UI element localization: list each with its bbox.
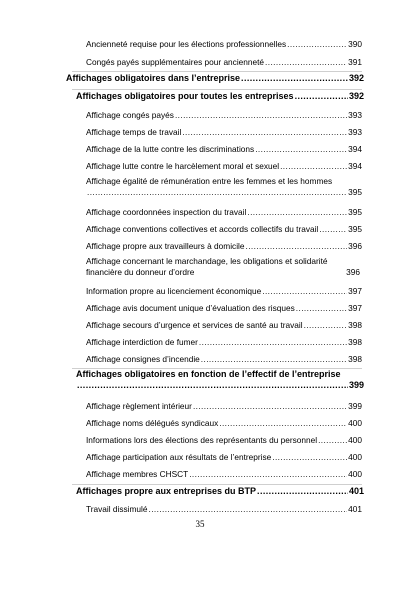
toc-entry-label: Affichages obligatoires en fonction de l’effectif de l’entreprise: [76, 369, 341, 379]
toc-leader-dots: [304, 320, 348, 330]
toc-entry-page: 400: [348, 418, 362, 428]
toc-entry-label: Congés payés supplémentaires pour ancienneté: [86, 57, 265, 67]
toc-entry-label: Affichages obligatoires dans l’entreprise: [66, 73, 241, 83]
toc-entry: [86, 110, 362, 120]
toc-leader-dots: [262, 286, 347, 296]
toc-entry-label: Affichages propre aux entreprises du BTP: [76, 486, 257, 496]
toc-entry-page: 395: [348, 207, 362, 217]
toc-leader-dots: [193, 401, 347, 411]
toc-entry: [86, 57, 362, 67]
toc-entry-page: 400: [348, 452, 362, 462]
toc-entry-page: 392: [348, 91, 364, 101]
toc-entry-label: Affichage propre aux travailleurs à domicile: [86, 241, 245, 251]
toc-entry-page: 400: [348, 469, 362, 479]
toc-entry-page: 401: [348, 504, 362, 514]
toc-entry-label: Affichage de la lutte contre les discriminations: [86, 144, 255, 154]
toc-leader-dots: [77, 380, 348, 391]
toc-leader-dots: [319, 224, 347, 234]
toc-entry-label: Affichage coordonnées inspection du travail: [86, 207, 247, 217]
toc-leader-dots: [87, 187, 347, 198]
toc-entry-page: 398: [348, 337, 362, 347]
toc-entry: [86, 286, 362, 296]
toc-entry: [86, 176, 362, 202]
toc-leader-dots: [296, 303, 347, 313]
toc-entry-label: Affichage secours d’urgence et services de santé au travail: [86, 320, 303, 330]
toc-entry-page: 397: [348, 303, 362, 313]
toc-entry-page: 394: [348, 144, 362, 154]
toc-leader-dots: [255, 144, 347, 154]
toc-leader-dots: [241, 73, 348, 83]
toc-entry-label: Affichage lutte contre le harcèlement moral et sexuel: [86, 161, 280, 171]
toc-entry-page: 394: [348, 161, 362, 171]
toc-leader-dots: [201, 354, 347, 364]
toc-entry-label: Affichage participation aux résultats de l’entreprise: [86, 452, 272, 462]
toc-leader-dots: [246, 241, 348, 251]
toc-entry-page: 392: [348, 73, 364, 83]
toc-entry-page: 399: [348, 380, 364, 390]
toc-entry: [86, 256, 362, 282]
toc-leader-dots: [182, 127, 347, 137]
toc-entry: [86, 452, 362, 462]
toc-entry-label: Travail dissimulé: [86, 504, 148, 514]
toc-leader-dots: [318, 435, 347, 445]
toc-entry: [86, 207, 362, 217]
toc-entry-page: 397: [348, 286, 362, 296]
toc-entry: [86, 127, 362, 137]
separator-line: [72, 484, 362, 485]
page-number: 35: [195, 519, 205, 529]
toc-entry-label: Affichage interdiction de fumer: [86, 337, 198, 347]
toc-leader-dots: [175, 110, 347, 120]
toc-entry-label: Ancienneté requise pour les élections professionnelles: [86, 39, 287, 49]
toc-leader-dots: [257, 486, 348, 496]
toc-entry: [66, 73, 364, 83]
toc-leader-dots: [148, 504, 347, 514]
toc-entry: [86, 354, 362, 364]
toc-entry-label: Affichages obligatoires pour toutes les entreprises: [76, 91, 294, 101]
toc-entry-page: 395: [348, 187, 362, 197]
toc-entry-page: 395: [348, 224, 362, 234]
toc-entry-page: 396: [348, 241, 362, 251]
toc-entry: [86, 241, 362, 251]
toc-entry: [86, 320, 362, 330]
toc-entry-label: Affichage temps de travail: [86, 127, 182, 137]
toc-leader-dots: [295, 91, 348, 101]
toc-leader-dots: [287, 39, 347, 49]
toc-entry-label-text: Affichage concernant le marchandage, les obligations et solidarité financière du donneur d’ordre: [86, 256, 328, 277]
toc-entry: [86, 161, 362, 171]
toc-entry-page: 401: [348, 486, 364, 496]
toc-entry: [86, 337, 362, 347]
toc-entry-label: Affichage membres CHSCT: [86, 469, 189, 479]
toc-leader-dots: [280, 161, 347, 171]
toc-leader-dots: [272, 452, 347, 462]
toc-entry-page: 398: [348, 354, 362, 364]
toc-entry-page: 398: [348, 320, 362, 330]
toc-entry-label: Affichage congés payés: [86, 110, 174, 120]
toc-entry-page: 391: [348, 57, 362, 67]
toc-leader-dots: [199, 337, 347, 347]
toc-entry: [86, 144, 362, 154]
separator-line: [72, 89, 362, 90]
toc-entry-page: 390: [348, 39, 362, 49]
toc-entry-label: Affichage consignes d’incendie: [86, 354, 200, 364]
separator-line: [72, 71, 362, 72]
toc-entry: [86, 469, 362, 479]
toc-entry: [86, 303, 362, 313]
toc-entry-page: 400: [348, 435, 362, 445]
toc-leader-dots: [265, 57, 347, 67]
toc-entry: [86, 401, 362, 411]
toc-entry-page: 393: [348, 127, 362, 137]
toc-entry: [86, 39, 362, 49]
toc-entry-label: Affichage égalité de rémunération entre les femmes et les hommes: [86, 176, 333, 186]
toc-entry: [76, 91, 364, 101]
toc-entry: [86, 504, 362, 514]
toc-leader-dots: [247, 207, 347, 217]
toc-entry: [76, 369, 364, 395]
toc-entry-label: Affichage noms délégués syndicaux: [86, 418, 219, 428]
toc-entry-label: Affichage conventions collectives et accords collectifs du travail: [86, 224, 319, 234]
toc-leader-dots: [189, 469, 347, 479]
toc-entry-page: 396: [346, 267, 360, 277]
toc-entry: [86, 224, 362, 234]
toc-entry-label: Informations lors des élections des représentants du personnel: [86, 435, 318, 445]
toc-leader-dots: [219, 418, 347, 428]
toc-entry: [86, 435, 362, 445]
toc-entry-label: Information propre au licenciement économique: [86, 286, 262, 296]
toc-entry-page: 393: [348, 110, 362, 120]
toc-entry-label: Affichage règlement intérieur: [86, 401, 192, 411]
toc-entry-label: Affichage avis document unique d’évaluation des risques: [86, 303, 295, 313]
toc-entry-label: [86, 256, 360, 278]
toc-entry-page: 399: [348, 401, 362, 411]
toc-entry: [86, 418, 362, 428]
toc-entry: [76, 486, 364, 496]
